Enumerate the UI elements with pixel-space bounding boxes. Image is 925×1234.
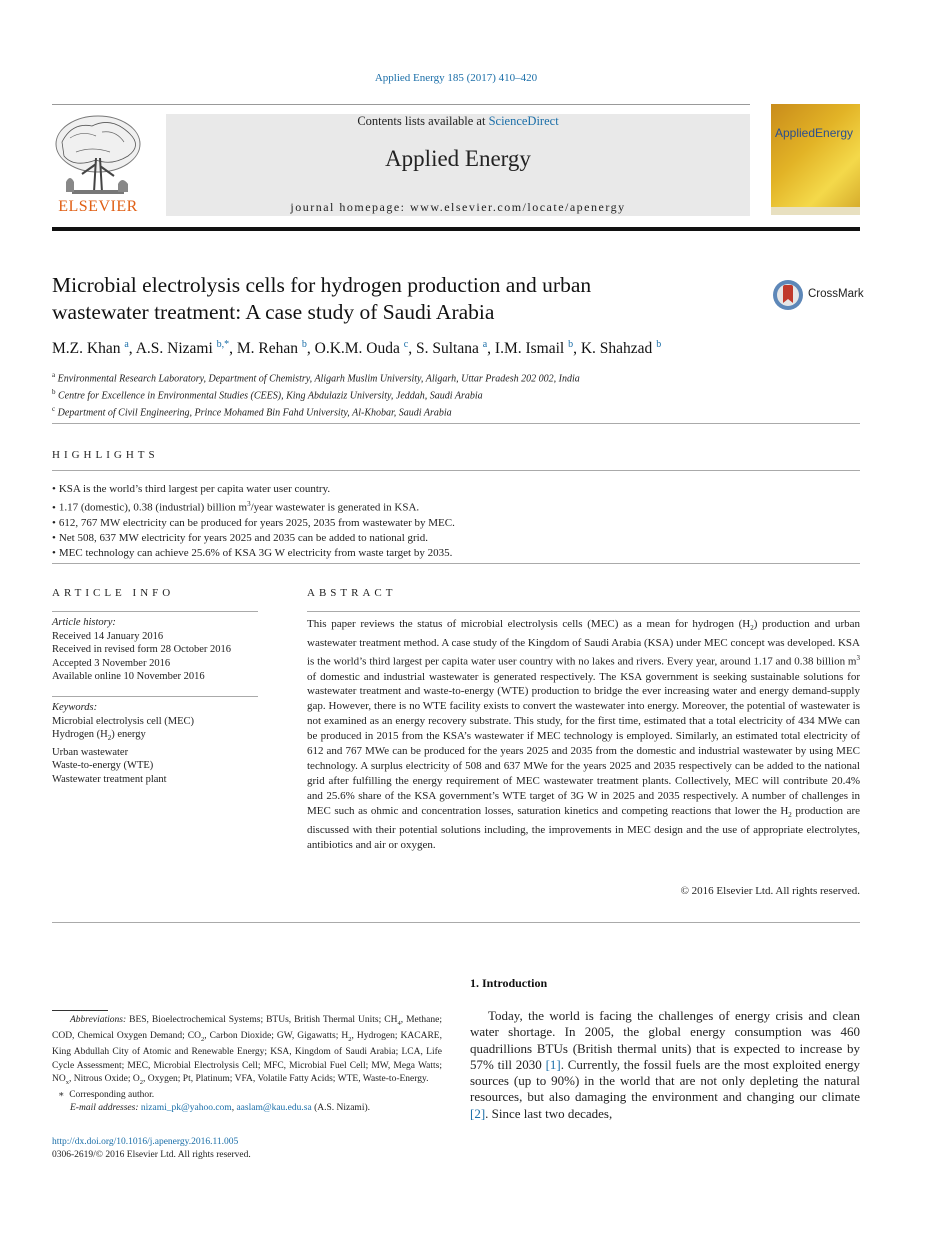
author[interactable]: I.M. Ismail $^b$ — [494, 339, 574, 358]
crossmark-label: CrossMark — [808, 288, 864, 300]
keywords-label: Keywords: — [52, 702, 98, 713]
abbreviations-note: Abbreviations: BES, Bioelectrochemical Systems; BTUs, British Thermal Units; $CH_4$, Methane; COD, Chemical Oxygen Demand; $CO_2$, Carbon Dioxide; GW, Gigawatts; $H_2$, Hydrogen; KACARE, King Abdullah City of Atomic and Renewable Energy; KSA, Kingdom of Saudi Arabia; LCA, Life Cycle Assessment; MEC, Microbial Electrolysis Cell; MFC, Microbial Fuel Cell; MW, Mega Watts; $NO_x$, Nitrous Oxide; $O_2$, Oxygen; Pt, Platinum; VFA, Volatile Fatty Acids; WTE, Waste-to-Energy. — [52, 1015, 442, 1086]
highlight-item: • 612, 767 MW electricity can be produced for years 2025, 2035 from wastewater by MEC. — [52, 516, 860, 531]
abstract-text: This paper reviews the status of microbial electrolysis cells (MEC) as a mean for hydrogen $(H_2)$ production and urban wastewater treatment method. A case study of the Kingdom of Saudi Arabia (KSA) under MEC concept was developed. KSA is the world’s third largest per capita water user country with no lakes and rivers. Every year, around 1.17 and 0.38 billion $m^3$ of domestic and industrial wastewater is generated respectively. The KSA government is seeking sustainable solutions for wastewater treatment and waste-to-energy (WTE) production to bridge the ever increasing water and energy demand-supply gap. However, there is no WTE facility exists to convert the wastewater into energy. Moreover, the potential of wastewater is not examined as an energy recovery substrate. This study, for the first time, estimated that a total electricity of 434 MWe can be produced in 2015 from the KSA’s wastewater if MEC technology is employed. Similarly, an estimated total electricity of 612 and 767 MWe can be produced for the years 2025 and 2035 from the domestic and industrial wastewater by using MEC technology. A surplus electricity of 508 and 637 MWe for the years 2025 and 2035 respectively can be added to the national grid after fulfilling the energy requirement of MEC wastewater treatment plants. Collectively, MEC will contribute 20.4% and 25.6% share of the KSA government’s WTE target of 3G W in 2025 and 2035 respectively. A number of challenges in MEC such as ohmic and concentration losses, saturation kinetics and competing reactions that lower the $H_2$ production are discussed with their potential solutions including, the improvements in MEC design and the use of appropriate electrolytes, antibiotics and air or oxygen. — [307, 618, 861, 851]
author-affil-ref[interactable]: a — [482, 339, 488, 350]
article-title — [52, 272, 732, 326]
divider — [52, 922, 860, 923]
keywords — [52, 701, 258, 786]
divider — [52, 470, 860, 471]
highlight-item: • 1.17 (domestic), 0.38 (industrial) billion $m^3$/year wastewater is generated in KSA. — [52, 497, 860, 516]
journal-title[interactable]: Applied Energy — [385, 146, 531, 171]
email-link[interactable]: aaslam@kau.edu.sa — [236, 1103, 312, 1114]
doi-block — [52, 1136, 251, 1163]
highlight-item: • KSA is the world’s third largest per capita water user country. — [52, 482, 860, 497]
reference-link[interactable]: [1] — [545, 1056, 561, 1072]
affiliation: $^b$ Centre for Excellence in Environmental Studies (CEES), King Abdulaziz University, Jeddah, Saudi Arabia — [52, 387, 483, 402]
author[interactable]: A.S. Nizami $^{b,*}$ — [135, 339, 230, 358]
crossmark-badge[interactable] — [772, 279, 864, 311]
abstract-copyright: © 2016 Elsevier Ltd. All rights reserved. — [680, 885, 860, 897]
author[interactable]: S. Sultana $^a$ — [415, 339, 488, 358]
author-affil-ref[interactable]: c — [403, 339, 409, 350]
history-item: Available online 10 November 2016 — [52, 671, 205, 682]
highlight-item: • MEC technology can achieve 25.6% of KSA 3G W electricity from waste target by 2035. — [52, 546, 860, 561]
author[interactable]: O.K.M. Ouda $^c$ — [314, 339, 409, 358]
divider — [52, 563, 860, 564]
highlights-heading: HIGHLIGHTS — [52, 449, 159, 461]
article-history — [52, 616, 258, 684]
corresponding-author-note: ∗ Corresponding author. — [58, 1090, 155, 1101]
keyword[interactable]: Hydrogen $(H_2)$ energy — [52, 729, 146, 743]
keyword[interactable]: Microbial electrolysis cell (MEC) — [52, 715, 195, 727]
reference-link[interactable]: [2] — [470, 1105, 486, 1121]
history-item: Accepted 3 November 2016 — [52, 657, 171, 669]
cover-strip — [771, 207, 860, 215]
crossmark-icon — [772, 279, 804, 311]
divider — [307, 611, 860, 612]
author-affil-ref[interactable]: b — [301, 339, 307, 350]
doi-link[interactable]: http://dx.doi.org/10.1016/j.apenergy.2016.11.005 — [52, 1137, 239, 1147]
sciencedirect-link[interactable]: ScienceDirect — [488, 114, 559, 128]
affiliation: $^a$ Environmental Research Laboratory, Department of Chemistry, Aligarh Muslim University, Aligarh, Uttar Pradesh 202 002, India — [52, 371, 580, 385]
email-note: E-mail addresses: nizami_pk@yahoo.com, aaslam@kau.edu.sa (A.S. Nizami). — [70, 1103, 370, 1114]
author-list: M.Z. Khan $^a$, A.S. Nizami $^{b,*}$, M. Rehan $^b$, O.K.M. Ouda $^c$, S. Sultana $^a$, I.M. Ismail $^b$, K. Shahzad $^b$ — [52, 339, 662, 358]
issn-line: 0306-2619/© 2016 Elsevier Ltd. All rights reserved. — [52, 1150, 251, 1161]
divider — [52, 423, 860, 424]
asterisk-icon: ∗ — [58, 1090, 65, 1101]
divider — [52, 611, 258, 612]
header-divider — [52, 104, 750, 105]
journal-banner — [166, 114, 750, 216]
author-affil-ref[interactable]: b — [568, 339, 574, 350]
history-item: Received 14 January 2016 — [52, 630, 164, 642]
elsevier-wordmark: ELSEVIER — [58, 198, 138, 215]
keyword[interactable]: Urban wastewater — [52, 746, 129, 758]
introduction-heading: 1. Introduction — [470, 976, 548, 990]
email-link[interactable]: nizami_pk@yahoo.com — [140, 1103, 232, 1114]
author-affil-ref[interactable]: a — [124, 339, 129, 350]
history-item: Received in revised form 28 October 2016 — [52, 644, 232, 655]
article-info-heading: ARTICLE INFO — [52, 587, 175, 599]
author[interactable]: M. Rehan $^b$ — [236, 339, 307, 358]
abstract-heading: ABSTRACT — [307, 587, 397, 599]
cover-title: AppliedEnergy — [775, 126, 854, 140]
journal-cover-thumbnail[interactable] — [771, 104, 860, 215]
highlights-list — [52, 482, 860, 561]
highlight-item: • Net 508, 637 MW electricity for years 2025 and 2035 can be added to national grid. — [52, 531, 860, 546]
article-history-label: Article history: — [52, 617, 116, 628]
journal-homepage[interactable]: journal homepage: www.elsevier.com/locate/apenergy — [290, 200, 626, 214]
title-line-2: wastewater treatment: A case study of Saudi Arabia — [52, 300, 495, 324]
contents-line — [166, 114, 750, 129]
journal-citation[interactable]: Applied Energy 185 (2017) 410–420 — [374, 72, 538, 84]
author-affil-ref[interactable]: b,* — [216, 339, 230, 350]
keyword[interactable]: Waste-to-energy (WTE) — [52, 760, 154, 772]
affiliations — [52, 369, 852, 419]
affiliation: $^c$ Department of Civil Engineering, Prince Mohamed Bin Fahd University, Al-Khobar, Saudi Arabia — [52, 404, 452, 418]
author-affil-ref[interactable]: b — [656, 339, 662, 350]
footnotes — [52, 1014, 442, 1116]
author[interactable]: K. Shahzad $^b$ — [580, 339, 662, 358]
divider — [52, 696, 258, 697]
introduction-text: Today, the world is facing the challenges of energy crisis and clean water shortage. In 2005, the global energy consumption was 460 quadrillions BTUs (British thermal units) that is expected to increase by 57% till 2030 [1]. Currently, the fossil fuels are the most exploited energy sources (up to 90%) in the world that are not only depleting the natural resources, but also damaging the environment and changing our climate [2]. Since last two decades, — [470, 1008, 860, 1121]
contents-prefix: Contents lists available at — [357, 114, 489, 128]
author[interactable]: M.Z. Khan $^a$ — [52, 339, 129, 358]
footnote-rule — [52, 1010, 108, 1011]
keyword[interactable]: Wastewater treatment plant — [52, 773, 167, 785]
header-thick-rule — [52, 227, 860, 231]
title-line-1: Microbial electrolysis cells for hydrogen production and urban — [52, 273, 592, 297]
elsevier-logo[interactable] — [52, 112, 144, 216]
